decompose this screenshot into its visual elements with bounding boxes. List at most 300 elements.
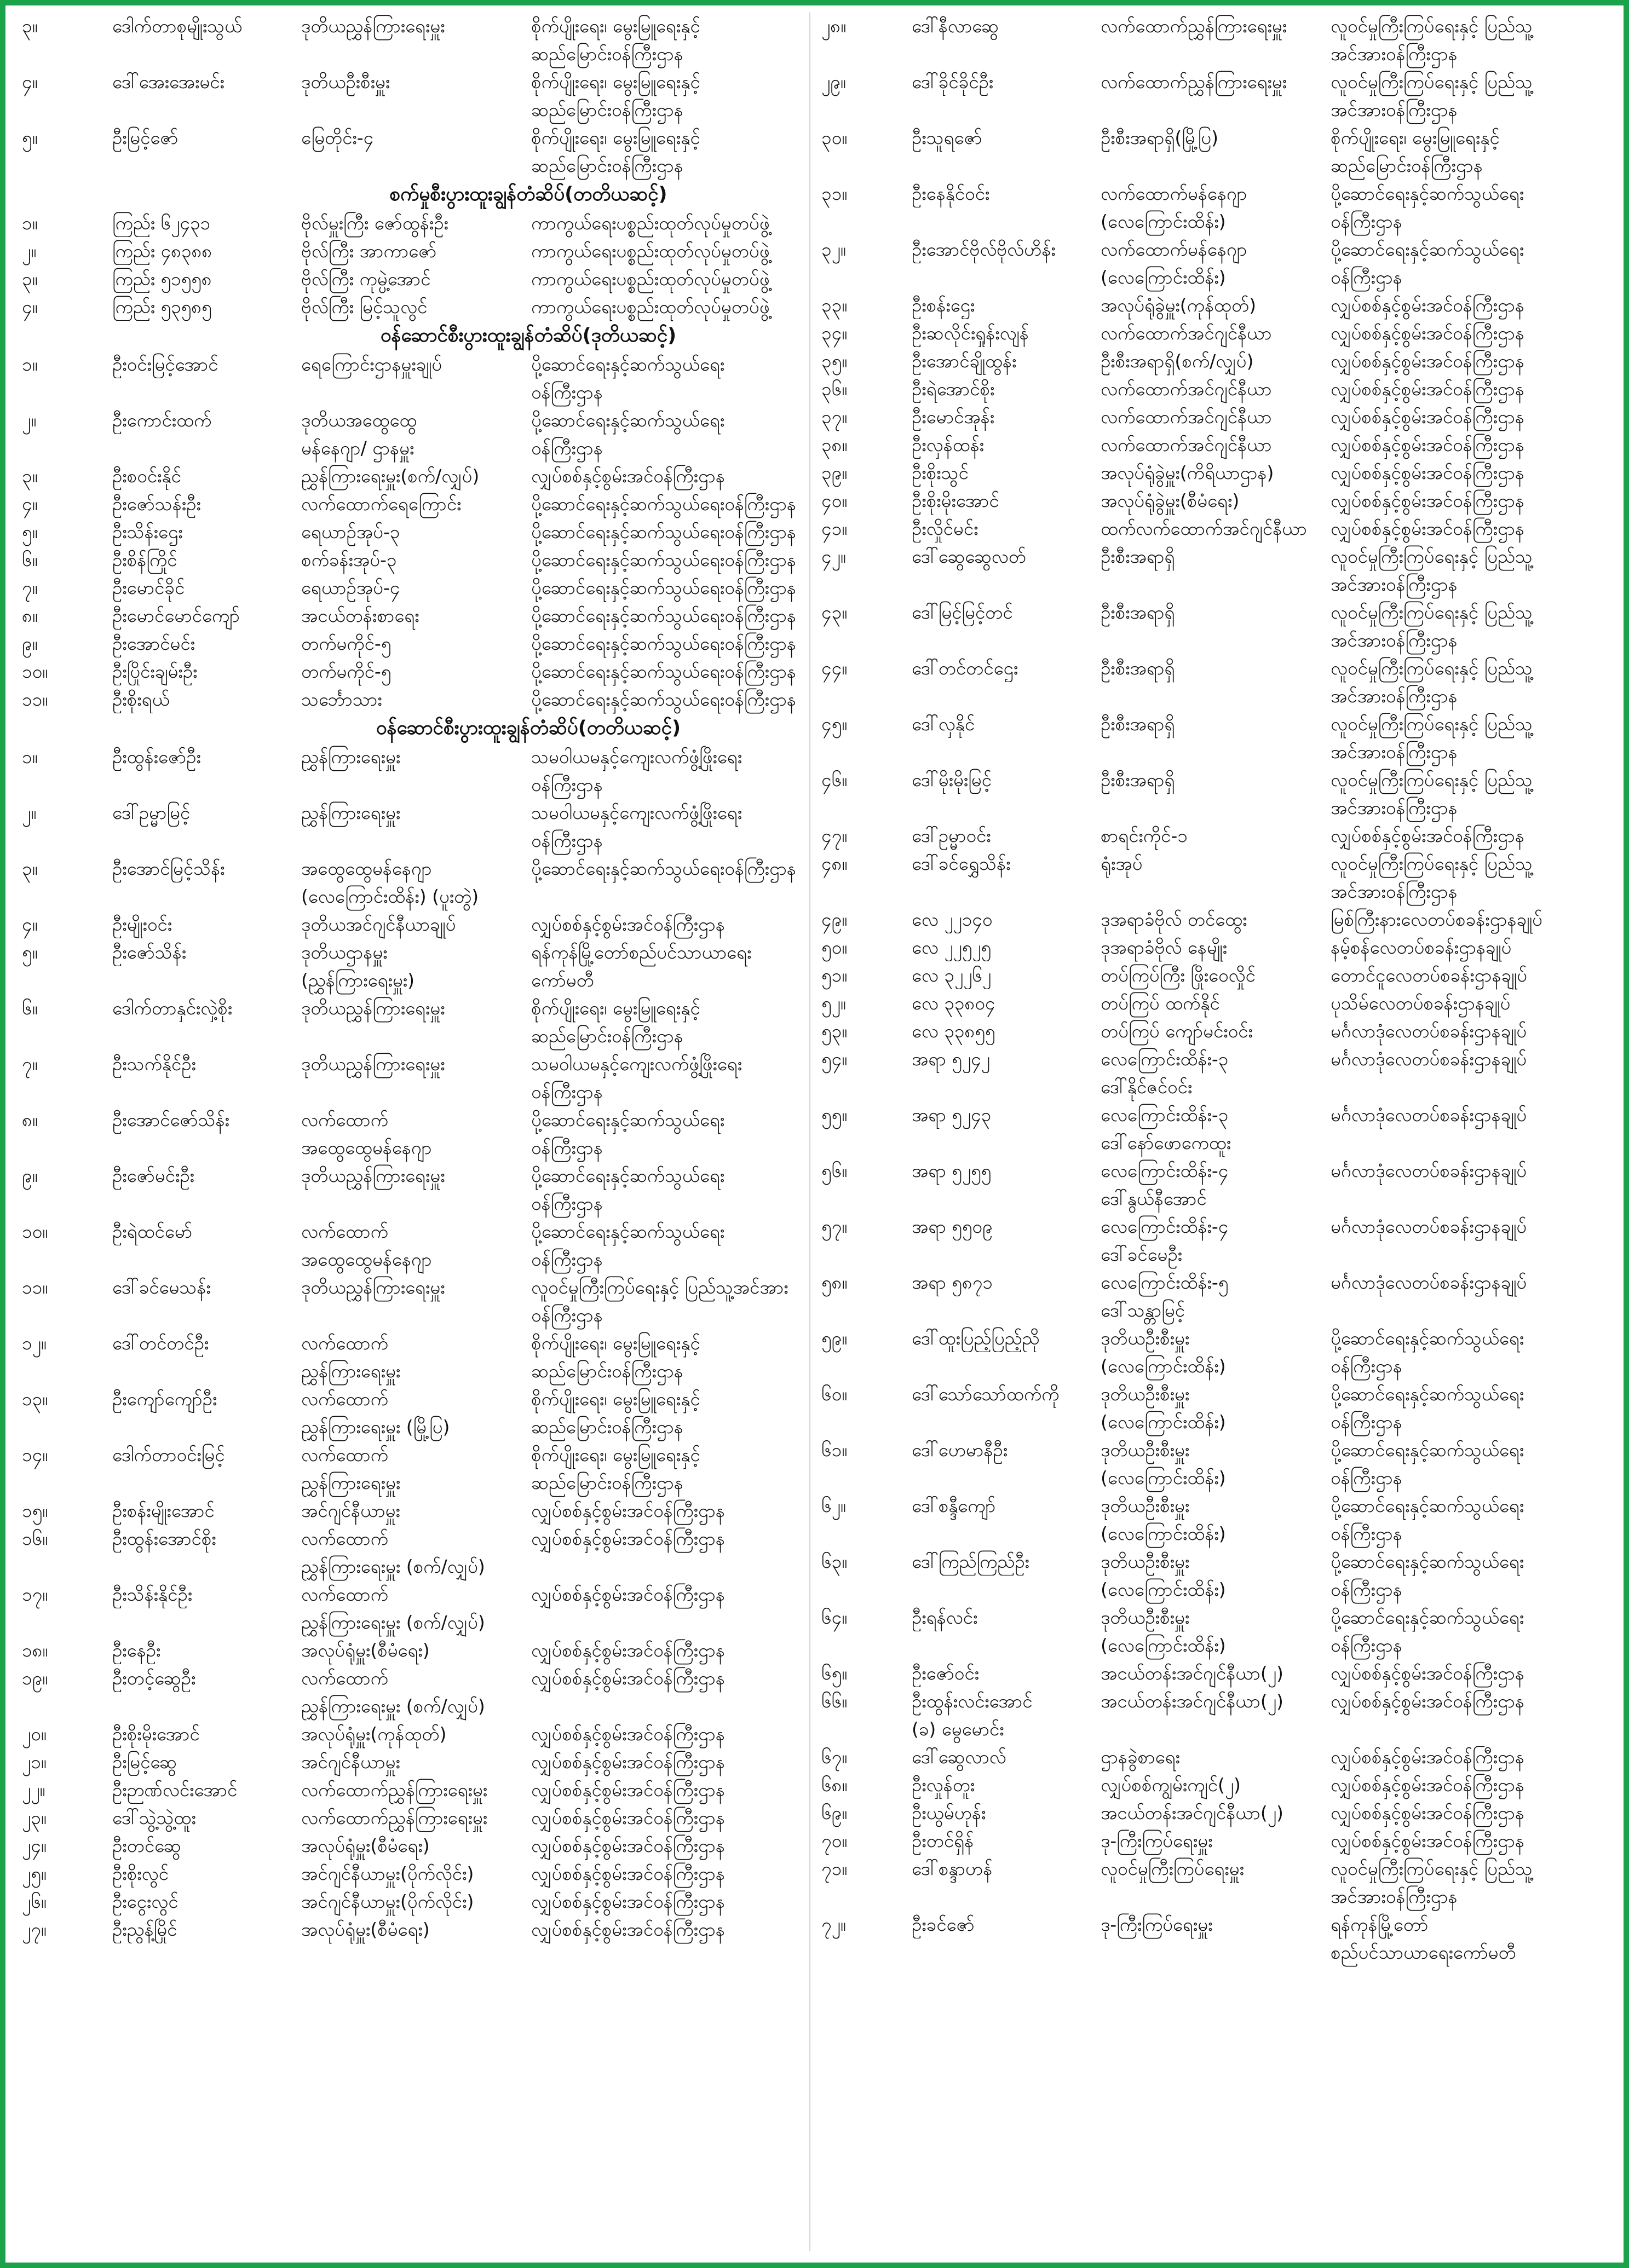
list-item <box>821 1687 1604 1743</box>
person-rank: လက်ထောက်အင်ဂျင်နီယာ <box>1101 406 1272 428</box>
list-item <box>821 989 1604 1017</box>
department: လျှပ်စစ်နှင့်စွမ်းအင်ဝန်ကြီးဌာန <box>531 914 725 935</box>
person-name: ဒေါ်တင်တင်ဌေး <box>912 657 1018 679</box>
person-name: ကြည်း ၄၈၃၈၈ <box>112 240 212 262</box>
item-number: ၃၄။ <box>821 322 848 344</box>
person-rank: ဒုတိယအင်ဂျင်နီယာချုပ် <box>301 914 456 935</box>
section-heading: စက်မှုစီးပွားထူးချွန်တံဆိပ်(တတိယဆင့်) <box>389 183 667 205</box>
department: ရန်ကုန်မြို့တော် စည်ပင်သာယာရေးကော်မတီ <box>1331 1914 1516 1963</box>
person-rank: ဒုတိယညွှန်ကြားရေးမှူး <box>301 1165 445 1186</box>
list-item <box>821 1659 1604 1687</box>
person-name: ဦးဇော်ဝင်း <box>912 1663 980 1684</box>
department: စိုက်ပျိုးရေး၊ မွေးမြူရေးနှင့် ဆည်မြောင်းဝန်ကြီးဌာန <box>531 71 700 120</box>
department: ပို့ဆောင်ရေးနှင့်ဆက်သွယ်ရေး ဝန်ကြီးဌာန <box>531 1109 725 1158</box>
person-name: ဦးစိုးရယ် <box>112 689 170 710</box>
item-number: ၂။ <box>22 240 37 262</box>
person-rank: လျှပ်စစ်ကျွမ်းကျင်(၂) <box>1101 1774 1241 1796</box>
person-name: ဒေါ်စန္ဒီကျော် <box>912 1495 996 1516</box>
person-rank: လက်ထောက်ညွှန်ကြားရေးမှူး <box>1101 15 1287 37</box>
item-number: ၁၅။ <box>22 1500 48 1521</box>
person-name: ဦးဝင်းမြင့်အောင် <box>112 354 218 375</box>
person-rank: ဦးစီးအရာရှိ(မြို့ပြ) <box>1101 127 1218 148</box>
person-rank: အလုပ်ရုံမှူး(စီမံရေး) <box>301 1835 430 1856</box>
person-name: ဦးအောင်ဗိုလ်ဗိုလ်ဟိန်း <box>912 239 1056 260</box>
item-number: ၄၁။ <box>821 518 848 539</box>
person-rank: ဒုတိယညွှန်ကြားရေးမှူး <box>301 1053 445 1075</box>
item-number: ၅၃။ <box>821 1020 848 1042</box>
person-name: ဦးဇော်သိန်း <box>112 942 187 963</box>
person-rank: ဦးစီးအရာရှိ <box>1101 657 1175 679</box>
person-name: ဦးစဝင်းနိုင် <box>112 465 181 487</box>
department: မင်္ဂလာဒုံလေတပ်စခန်းဌာနချုပ် <box>1331 1020 1527 1042</box>
department: လျှပ်စစ်နှင့်စွမ်းအင်ဝန်ကြီးဌာန <box>531 1528 725 1549</box>
person-rank: အလုပ်ရုံမှူး(ကုန်ထုတ်) <box>301 1723 447 1745</box>
list-item <box>821 459 1604 487</box>
item-number: ၆။ <box>22 997 38 1019</box>
list-item <box>22 293 805 321</box>
person-rank: သင်္ဘောသား <box>301 689 382 710</box>
list-item <box>821 1017 1604 1045</box>
left-column <box>22 12 805 1943</box>
item-number: ၅၄။ <box>821 1048 848 1070</box>
person-rank: ရေယာဉ်အုပ်-၃ <box>301 521 400 543</box>
list-item <box>22 1860 805 1888</box>
department: လျှပ်စစ်နှင့်စွမ်းအင်ဝန်ကြီးဌာန <box>531 1640 725 1661</box>
person-name: အရာ ၅၈၇၁ <box>912 1272 993 1293</box>
person-name: ဒေါက်တာဝင်းမြင့် <box>112 1444 225 1465</box>
item-number: ၂၃။ <box>22 1807 47 1828</box>
department: လျှပ်စစ်နှင့်စွမ်းအင်ဝန်ကြီးဌာန <box>1331 825 1524 846</box>
list-item <box>22 1525 805 1580</box>
person-rank: တပ်ကြပ်ကြီး ဖြိုးဝေလှိုင် <box>1101 965 1256 986</box>
person-rank: ရေယာဉ်အုပ်-၄ <box>301 577 400 598</box>
person-name: ဦးအောင်ဇော်သိန်း <box>112 1109 229 1130</box>
person-name: ဦးလှုန်တူး <box>912 1774 975 1796</box>
department: လျှပ်စစ်နှင့်စွမ်းအင်ဝန်ကြီးဌာန <box>1331 350 1524 372</box>
person-name: ဒေါ်မြင့်မြင့်တင် <box>912 602 1013 623</box>
person-rank: ဒုတိယညွှန်ကြားရေးမှူး <box>301 1277 445 1298</box>
item-number: ၆၄။ <box>821 1607 848 1628</box>
department: လျှပ်စစ်နှင့်စွမ်းအင်ဝန်ကြီးဌာန <box>531 1500 725 1521</box>
department: လျှပ်စစ်နှင့်စွမ်းအင်ဝန်ကြီးဌာန <box>531 1584 725 1605</box>
department: လူဝင်မှုကြီးကြပ်ရေးနှင့် ပြည်သူ့ အင်အားဝန်ကြီးဌာန <box>1331 15 1533 65</box>
department: စိုက်ပျိုးရေး၊ မွေးမြူရေးနှင့် ဆည်မြောင်းဝန်ကြီးဌာန <box>531 1444 700 1493</box>
list-item <box>22 1273 805 1329</box>
department: လူဝင်မှုကြီးကြပ်ရေးနှင့် ပြည်သူ့ အင်အားဝန်ကြီးဌာန <box>1331 1858 1533 1907</box>
person-name: ဦးမောင်အုန်း <box>912 406 995 428</box>
person-rank: ဒုတိယဦးစီးမှူး <box>301 71 390 93</box>
person-rank: ဦးစီးအရာရှိ <box>1101 769 1175 790</box>
person-rank: မြေတိုင်း-၄ <box>301 127 374 148</box>
department: လျှပ်စစ်နှင့်စွမ်းအင်ဝန်ကြီးဌာန <box>1331 1746 1524 1768</box>
person-rank: ရုံးအုပ် <box>1101 853 1143 874</box>
person-rank: လက်ထောက် ညွှန်ကြားရေးမှူး (စက်/လျှပ်) <box>301 1584 485 1633</box>
list-item <box>22 910 805 938</box>
department: လူဝင်မှုကြီးကြပ်ရေးနှင့် ပြည်သူ့အင်အား ဝန်ကြီးဌာန <box>531 1277 788 1326</box>
department: ပို့ဆောင်ရေးနှင့်ဆက်သွယ်ရေး ဝန်ကြီးဌာန <box>1331 1439 1524 1488</box>
person-name: ဦးစိုးမိုးအောင် <box>912 490 999 511</box>
person-rank: လက်ထောက် အထွေထွေမန်နေဂျာ <box>301 1109 432 1158</box>
person-rank: လေကြောင်းထိန်း-၃ ဒေါ်နော်ဖောကေထူး <box>1101 1104 1231 1153</box>
list-item <box>821 1324 1604 1380</box>
department: လျှပ်စစ်နှင့်စွမ်းအင်ဝန်ကြီးဌာန <box>1331 462 1524 483</box>
list-item <box>22 1441 805 1497</box>
list-item <box>22 1748 805 1776</box>
person-rank: ဒုတိယညွှန်ကြားရေးမှူး <box>301 997 445 1019</box>
list-item <box>22 1497 805 1525</box>
list-item <box>821 905 1604 933</box>
department: လျှပ်စစ်နှင့်စွမ်းအင်ဝန်ကြီးဌာန <box>1331 518 1524 539</box>
item-number: ၇။ <box>22 577 38 598</box>
person-name: ဒေါ်စန္ဒာဟန် <box>912 1858 993 1879</box>
person-name: ဦးစိုးမိုးအောင် <box>112 1723 200 1745</box>
item-number: ၉။ <box>22 1165 38 1186</box>
department: ပို့ဆောင်ရေးနှင့်ဆက်သွယ်ရေး ဝန်ကြီးဌာန <box>1331 1551 1524 1600</box>
list-item <box>22 1664 805 1720</box>
person-rank: လူဝင်မှုကြီးကြပ်ရေးမှူး <box>1101 1858 1244 1879</box>
person-rank: ဒုတိယဦးစီးမှူး (လေကြောင်းထိန်း) <box>1101 1439 1226 1488</box>
list-item <box>22 68 805 124</box>
list-item <box>821 766 1604 822</box>
department: မြစ်ကြီးနားလေတပ်စခန်းဌာနချုပ် <box>1331 909 1542 930</box>
person-rank: စက်ခန်းအုပ်-၃ <box>301 549 397 570</box>
person-name: လေ ၂၂၁၄၀ <box>912 909 993 930</box>
department: လျှပ်စစ်နှင့်စွမ်းအင်ဝန်ကြီးဌာန <box>1331 322 1524 344</box>
person-rank: ဒု-ကြီးကြပ်ရေးမှူး <box>1101 1830 1213 1851</box>
department: ပို့ဆောင်ရေးနှင့်ဆက်သွယ်ရေး ဝန်ကြီးဌာန <box>1331 1495 1524 1544</box>
item-number: ၈။ <box>22 605 38 626</box>
list-item <box>821 12 1604 68</box>
list-item <box>22 209 805 237</box>
list-item <box>821 1380 1604 1436</box>
department: လျှပ်စစ်နှင့်စွမ်းအင်ဝန်ကြီးဌာန <box>531 1807 725 1828</box>
list-item <box>821 375 1604 403</box>
person-name: ဦးစိုးလွင် <box>112 1863 169 1884</box>
list-item <box>821 1436 1604 1492</box>
person-name: ဒေါ်အေးအေးမင်း <box>112 71 225 93</box>
department: ပုသိမ်လေတပ်စခန်းဌာနချုပ် <box>1331 992 1511 1014</box>
department: လျှပ်စစ်နှင့်စွမ်းအင်ဝန်ကြီးဌာန <box>1331 378 1524 400</box>
person-name: ဦးငွေးလွင် <box>112 1891 179 1912</box>
list-item <box>821 515 1604 543</box>
item-number: ၇၀။ <box>821 1830 848 1851</box>
department: ပို့ဆောင်ရေးနှင့်ဆက်သွယ်ရေး ဝန်ကြီးဌာန <box>531 1221 725 1270</box>
item-number: ၂၆။ <box>22 1891 47 1912</box>
person-name: ကြည်း ၆၂၄၃၁ <box>112 212 211 234</box>
person-name: ဦးထွန်းအောင်စိုး <box>112 1528 216 1549</box>
person-name: ဦးအောင်မြင့်သိန်း <box>112 858 225 879</box>
person-name: ဦးနေနိုင်ဝင်း <box>912 183 990 204</box>
list-item <box>821 598 1604 654</box>
list-item <box>821 1771 1604 1799</box>
item-number: ၄။ <box>22 296 38 318</box>
list-item <box>22 1636 805 1664</box>
list-item <box>22 1720 805 1748</box>
person-rank: ဗိုလ်ကြီး ကုမ္ပဲ့အောင် <box>301 268 431 290</box>
person-name: ဒေါက်တာစုမျိုးသွယ် <box>112 15 243 37</box>
item-number: ၂၉။ <box>821 71 846 93</box>
person-name: ကြည်း ၅၃၅၈၅ <box>112 296 212 318</box>
item-number: ၁၈။ <box>22 1640 48 1661</box>
person-name: ဦးကောင်းထက် <box>112 409 212 431</box>
department: ပို့ဆောင်ရေးနှင့်ဆက်သွယ်ရေးဝန်ကြီးဌာန <box>531 605 796 626</box>
item-number: ၄၆။ <box>821 769 848 790</box>
person-name: ဦးဆလိုင်းရှုန်းလျန် <box>912 322 1029 344</box>
person-name: ဦးဉာဏ်လင်းအောင် <box>112 1779 238 1800</box>
person-name: ဦးသူရဇော် <box>912 127 982 148</box>
item-number: ၂။ <box>22 802 37 823</box>
item-number: ၃၀။ <box>821 127 848 148</box>
person-rank: လေကြောင်းထိန်း-၃ ဒေါ်နိုင်ဇင်ဝင်း <box>1101 1048 1229 1098</box>
item-number: ၆၁။ <box>821 1439 848 1461</box>
item-number: ၂၁။ <box>22 1751 47 1773</box>
person-name: ဦးရဲထင်မော် <box>112 1221 193 1242</box>
person-name: အရာ ၅၂၄၃ <box>912 1104 992 1126</box>
person-rank: လက်ထောက် ညွှန်ကြားရေးမှူး <box>301 1444 401 1493</box>
list-item <box>22 1162 805 1217</box>
department: လူဝင်မှုကြီးကြပ်ရေးနှင့် ပြည်သူ့ အင်အားဝန်ကြီးဌာန <box>1331 853 1533 902</box>
item-number: ၁၃။ <box>22 1388 48 1410</box>
list-item <box>22 630 805 657</box>
person-name: ဒေါ်ထူးပြည့်ပြည့်ညို <box>912 1328 1040 1349</box>
person-name: ဦးပြိုင်းချမ်းဦး <box>112 661 198 682</box>
list-item <box>22 1385 805 1441</box>
item-number: ၄။ <box>22 71 38 93</box>
list-item <box>821 431 1604 459</box>
list-item <box>821 1548 1604 1603</box>
item-number: ၄။ <box>22 493 38 515</box>
person-name: ဦးမျိုးဝင်း <box>112 914 172 935</box>
person-name: ဦးမြင့်ဆွေ <box>112 1751 177 1773</box>
person-rank: လက်ထောက်ညွှန်ကြားရေးမှူး <box>301 1807 488 1828</box>
item-number: ၅၅။ <box>821 1104 848 1126</box>
person-name: လေ ၃၂၂၆၂ <box>912 965 992 986</box>
item-number: ၃။ <box>22 15 38 37</box>
person-name: ဦးလှိုင်မင်း <box>912 518 978 539</box>
department: သမဝါယမနှင့်ကျေးလက်ဖွံ့ဖြိုးရေး ဝန်ကြီးဌာန <box>531 1053 742 1103</box>
list-item <box>22 1915 805 1943</box>
person-name: ဦးနေဦး <box>112 1640 161 1661</box>
person-name: ဦးမြင့်ဇော် <box>112 127 179 148</box>
list-item <box>821 654 1604 710</box>
list-item <box>821 961 1604 989</box>
department: လျှပ်စစ်နှင့်စွမ်းအင်ဝန်ကြီးဌာန <box>1331 1802 1524 1823</box>
department: စိုက်ပျိုးရေး၊ မွေးမြူရေးနှင့် ဆည်မြောင်းဝန်ကြီးဌာန <box>531 1388 700 1438</box>
person-name: ဒေါ်ဆွေလာလ် <box>912 1746 1006 1768</box>
department: စိုက်ပျိုးရေး၊ မွေးမြူရေးနှင့် ဆည်မြောင်းဝန်ကြီးဌာန <box>531 127 700 176</box>
person-name: ဦးအောင်မင်း <box>112 633 195 654</box>
department: သမဝါယမနှင့်ကျေးလက်ဖွံ့ဖြိုးရေး ဝန်ကြီးဌာန <box>531 746 742 795</box>
list-item <box>22 1050 805 1106</box>
item-number: ၄၂။ <box>821 546 846 567</box>
person-name: ဒေါ်သွဲ့သွဲ့ထူး <box>112 1807 196 1828</box>
item-number: ၄။ <box>22 914 38 935</box>
list-item <box>22 685 805 713</box>
item-number: ၄၃။ <box>821 602 848 623</box>
item-number: ၃။ <box>22 465 38 487</box>
department: ပို့ဆောင်ရေးနှင့်ဆက်သွယ်ရေး ဝန်ကြီးဌာန <box>531 354 725 403</box>
department: ပို့ဆောင်ရေးနှင့်ဆက်သွယ်ရေးဝန်ကြီးဌာန <box>531 549 796 570</box>
department: ပို့ဆောင်ရေးနှင့်ဆက်သွယ်ရေး ဝန်ကြီးဌာန <box>1331 1383 1524 1433</box>
item-number: ၃၉။ <box>821 462 848 483</box>
item-number: ၆၅။ <box>821 1663 848 1684</box>
person-name: ဦးရဲအောင်စိုး <box>912 378 995 400</box>
department: ပို့ဆောင်ရေးနှင့်ဆက်သွယ်ရေးဝန်ကြီးဌာန <box>531 689 796 710</box>
list-item <box>821 1827 1604 1855</box>
person-rank: အငယ်တန်းအင်ဂျင်နီယာ(၂) <box>1101 1802 1283 1823</box>
list-item <box>821 1911 1604 1966</box>
list-item <box>22 462 805 490</box>
item-number: ၆၂။ <box>821 1495 846 1516</box>
item-number: ၅၉။ <box>821 1328 848 1349</box>
item-number: ၆၈။ <box>821 1774 848 1796</box>
list-item <box>22 518 805 546</box>
department: လျှပ်စစ်နှင့်စွမ်းအင်ဝန်ကြီးဌာန <box>531 1723 725 1745</box>
department: လျှပ်စစ်နှင့်စွမ်းအင်ဝန်ကြီးဌာန <box>1331 1774 1524 1796</box>
person-rank: ထက်လက်ထောက်အင်ဂျင်နီယာ <box>1101 518 1307 539</box>
item-number: ၂၀။ <box>22 1723 47 1745</box>
person-name: ဦးရန်လင်း <box>912 1607 978 1628</box>
list-item <box>821 180 1604 235</box>
person-rank: ညွှန်ကြားရေးမှူး <box>301 746 401 767</box>
list-item <box>22 1888 805 1915</box>
person-name: လေ ၃၃၈၀၄ <box>912 992 995 1014</box>
person-name: ဦးစိန်ကြိုင် <box>112 549 177 570</box>
department: သမဝါယမနှင့်ကျေးလက်ဖွံ့ဖြိုးရေး ဝန်ကြီးဌာန <box>531 802 742 851</box>
person-rank: အလုပ်ရုံမှူး(စီမံရေး) <box>301 1919 430 1940</box>
list-item <box>821 933 1604 961</box>
person-rank: အလုပ်ရုံခွဲမှူး(ကိရိယာဌာန) <box>1101 462 1274 483</box>
person-rank: လက်ထောက်ညွှန်ကြားရေးမှူး <box>301 1779 488 1800</box>
item-number: ၃၅။ <box>821 350 848 372</box>
department: လျှပ်စစ်နှင့်စွမ်းအင်ဝန်ကြီးဌာန <box>1331 1663 1524 1684</box>
item-number: ၁။ <box>22 212 38 234</box>
person-name: ဦးမောင်မောင်ကျော် <box>112 605 240 626</box>
person-name: ဦးလှန်ထန်း <box>912 434 985 455</box>
department: လူဝင်မှုကြီးကြပ်ရေးနှင့် ပြည်သူ့ အင်အားဝန်ကြီးဌာန <box>1331 71 1533 120</box>
department: လျှပ်စစ်နှင့်စွမ်းအင်ဝန်ကြီးဌာန <box>531 1667 725 1689</box>
person-name: ဦးတင်ဆွေ <box>112 1835 181 1856</box>
list-item <box>821 1213 1604 1268</box>
department: မင်္ဂလာဒုံလေတပ်စခန်းဌာနချုပ် <box>1331 1272 1527 1293</box>
department: ပို့ဆောင်ရေးနှင့်ဆက်သွယ်ရေးဝန်ကြီးဌာန <box>531 521 796 543</box>
person-rank: ဒုအရာခံဗိုလ် တင်ထွေး <box>1101 909 1247 930</box>
department: ပို့ဆောင်ရေးနှင့်ဆက်သွယ်ရေး ဝန်ကြီးဌာန <box>1331 1607 1524 1656</box>
person-rank: ဒုအရာခံဗိုလ် နေမျိုး <box>1101 937 1228 958</box>
person-rank: ဗိုလ်ကြီး အာကာဇော် <box>301 240 437 262</box>
item-number: ၆၆။ <box>821 1690 848 1712</box>
person-name: ဒေါ်တင်တင်ဦး <box>112 1332 209 1354</box>
item-number: ၁၁။ <box>22 689 48 710</box>
person-rank: လေကြောင်းထိန်း-၅ ဒေါ်သန္တာမြင့် <box>1101 1272 1229 1321</box>
list-item <box>22 743 805 799</box>
person-rank: လက်ထောက်အင်ဂျင်နီယာ <box>1101 378 1272 400</box>
list-item <box>22 657 805 685</box>
person-name: ဒေါ်ဟေမာနီဦး <box>912 1439 1008 1461</box>
list-item <box>22 1776 805 1804</box>
item-number: ၅။ <box>22 942 38 963</box>
department: ပို့ဆောင်ရေးနှင့်ဆက်သွယ်ရေးဝန်ကြီးဌာန <box>531 577 796 598</box>
item-number: ၅၂။ <box>821 992 846 1014</box>
person-name: ဒေါ်ဥမ္မာမြင့် <box>112 802 191 823</box>
department: တောင်ငူလေတပ်စခန်းဌာနချုပ် <box>1331 965 1527 986</box>
person-name: ဒေါ်နီလာဆွေ <box>912 15 999 37</box>
department: လျှပ်စစ်နှင့်စွမ်းအင်ဝန်ကြီးဌာန <box>531 1779 725 1800</box>
list-item <box>22 1217 805 1273</box>
list-item <box>22 602 805 630</box>
person-name: ဦးဇော်သန်းဦး <box>112 493 201 515</box>
person-rank: လက်ထောက် ညွှန်ကြားရေးမှူး (စက်/လျှပ်) <box>301 1528 485 1577</box>
list-item <box>821 1157 1604 1213</box>
list-item <box>22 124 805 180</box>
person-rank: ဒုတိယဦးစီးမှူး (လေကြောင်းထိန်း) <box>1101 1383 1226 1433</box>
right-column <box>821 12 1604 1966</box>
department: လျှပ်စစ်နှင့်စွမ်းအင်ဝန်ကြီးဌာန <box>531 1751 725 1773</box>
section-heading: ဝန်ဆောင်စီးပွားထူးချွန်တံဆိပ်(တတိယဆင့်) <box>376 717 681 739</box>
section-heading: ဝန်ဆောင်စီးပွားထူးချွန်တံဆိပ်(ဒုတိယဆင့်) <box>380 325 677 347</box>
person-rank: လက်ထောက်ညွှန်ကြားရေးမှူး <box>1101 71 1287 93</box>
person-rank: စာရင်းကိုင်-၁ <box>1101 825 1188 846</box>
department: လျှပ်စစ်နှင့်စွမ်းအင်ဝန်ကြီးဌာန <box>1331 490 1524 511</box>
list-item <box>22 799 805 855</box>
department: လူဝင်မှုကြီးကြပ်ရေးနှင့် ပြည်သူ့ အင်အားဝန်ကြီးဌာန <box>1331 602 1533 651</box>
list-item <box>821 1045 1604 1101</box>
item-number: ၃၃။ <box>821 295 848 316</box>
list-item <box>821 403 1604 431</box>
department: ပို့ဆောင်ရေးနှင့်ဆက်သွယ်ရေး ဝန်ကြီးဌာန <box>1331 1328 1524 1377</box>
list-item <box>22 994 805 1050</box>
person-name: ဦးယွမ်ဟုန်း <box>912 1802 986 1823</box>
person-rank: ဒုတိယဌာနမှူး (ညွှန်ကြားရေးမှူး) <box>301 942 415 991</box>
item-number: ၅။ <box>22 521 38 543</box>
item-number: ၆၉။ <box>821 1802 848 1823</box>
item-number: ၆။ <box>22 549 38 570</box>
list-item <box>22 12 805 68</box>
item-number: ၃၆။ <box>821 378 848 400</box>
person-rank: ညွှန်ကြားရေးမှူး(စက်/လျှပ်) <box>301 465 480 487</box>
person-name: ဒေါ်ကြည်ကြည်ဦး <box>912 1551 1029 1572</box>
person-rank: ရေကြောင်းဌာနမှူးချုပ် <box>301 354 442 375</box>
person-name: ဦးကျော်ကျော်ဦး <box>112 1388 217 1410</box>
person-rank: ဒုတိယဦးစီးမှူး (လေကြောင်းထိန်း) <box>1101 1551 1226 1600</box>
person-rank: ဌာနခွဲစာရေး <box>1101 1746 1180 1768</box>
person-name: ဦးတင့်ဆွေဦး <box>112 1667 196 1689</box>
item-number: ၅။ <box>22 127 38 148</box>
list-item <box>22 237 805 265</box>
person-rank: အင်ဂျင်နီယာမှူး(ပိုက်လိုင်း) <box>301 1891 474 1912</box>
person-rank: လက်ထောက်မန်နေဂျာ (လေကြောင်းထိန်း) <box>1101 183 1247 232</box>
person-rank: ဒုတိယညွှန်ကြားရေးမှူး <box>301 15 445 37</box>
department: ပို့ဆောင်ရေးနှင့်ဆက်သွယ်ရေး ဝန်ကြီးဌာန <box>1331 239 1524 288</box>
person-name: ဒေါ်ဥမ္မာဝင်း <box>912 825 991 846</box>
person-rank: ဒုတိယဦးစီးမှူး (လေကြောင်းထိန်း) <box>1101 1607 1226 1656</box>
list-item <box>22 1580 805 1636</box>
list-item <box>821 1855 1604 1911</box>
person-rank: ဦးစီးအရာရှိ <box>1101 713 1175 735</box>
person-name: ဦးညွန့်မြိုင် <box>112 1919 177 1940</box>
list-item <box>22 490 805 518</box>
department: ပို့ဆောင်ရေးနှင့်ဆက်သွယ်ရေးဝန်ကြီးဌာန <box>531 661 796 682</box>
item-number: ၅၁။ <box>821 965 848 986</box>
department: နမ့်စန်လေတပ်စခန်းဌာနချုပ် <box>1331 937 1512 958</box>
item-number: ၂၅။ <box>22 1863 47 1884</box>
person-rank: လေကြောင်းထိန်း-၄ ဒေါ်ခင်မေဦး <box>1101 1216 1229 1265</box>
list-item <box>821 124 1604 180</box>
item-number: ၆၃။ <box>821 1551 848 1572</box>
person-name: ဒေါက်တာနှင်းလှဲ့စိုး <box>112 997 233 1019</box>
item-number: ၁၉။ <box>22 1667 48 1689</box>
department: လျှပ်စစ်နှင့်စွမ်းအင်ဝန်ကြီးဌာန <box>1331 434 1524 455</box>
